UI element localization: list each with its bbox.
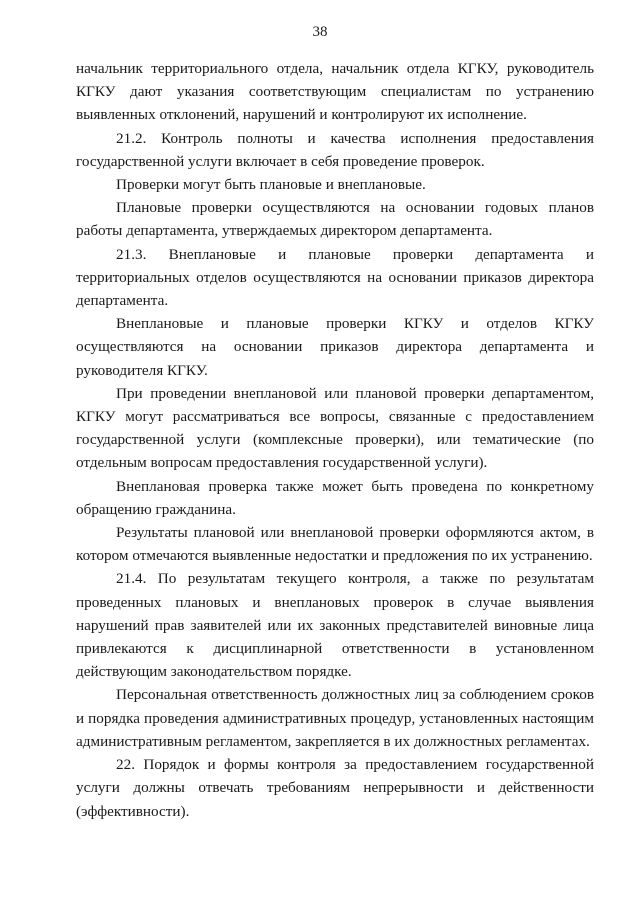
paragraph-22: 22. Порядок и формы контроля за предоставлением государственной услуги должны отвечать требованиям непрерывности и действенности (эффективности).: [76, 756, 594, 820]
paragraph-citizen-request: Внеплановая проверка также может быть проведена по конкретному обращению гражданина.: [76, 477, 594, 518]
page-number: 38: [312, 24, 328, 40]
paragraph-21-2: 21.2. Контроль полноты и качества исполнения предоставления государственной услуги включает в себя проведение проверок.: [76, 129, 594, 170]
paragraph-21-4: 21.4. По результатам текущего контроля, а также по результатам проведенных плановых и внеплановых проверок в случае выявления нарушений прав заявителей или их законных представителей виновные лица привлекаются к дисциплинарной ответственности в установленном действующим законодательством порядке.: [76, 570, 594, 681]
document-body: [76, 57, 594, 823]
paragraph-continuation: начальник территориального отдела, начальник отдела КГКУ, руководитель КГКУ дают указания соответствующим специалистам по устранению выявленных отклонений, нарушений и контролируют их исполнение.: [76, 60, 594, 124]
paragraph-inspection-scope: При проведении внеплановой или плановой проверки департаментом, КГКУ могут рассматриваться все вопросы, связанные с предоставлением государственной услуги (комплексные проверки), или тематические (по отдельным вопросам предоставления государственной услуги).: [76, 384, 594, 472]
paragraph-21-3: 21.3. Внеплановые и плановые проверки департамента и территориальных отделов осуществляются на основании приказов директора департамента.: [76, 245, 594, 310]
paragraph-personal-responsibility: Персональная ответственность должностных лиц за соблюдением сроков и порядка проведения административных процедур, установленных настоящим административным регламентом, закрепляется в их должностных регламентах.: [76, 686, 594, 750]
paragraph-inspection-results: Результаты плановой или внеплановой проверки оформляются актом, в котором отмечаются выявленные недостатки и предложения по их устранению.: [76, 524, 594, 565]
paragraph-kgku-inspections: Внеплановые и плановые проверки КГКУ и отделов КГКУ осуществляются на основании приказов директора департамента и руководителя КГКУ.: [76, 315, 594, 379]
paragraph-inspection-types: Проверки могут быть плановые и внеплановые.: [116, 176, 426, 194]
paragraph-planned-inspections: Плановые проверки осуществляются на основании годовых планов работы департамента, утверждаемых директором департамента.: [76, 199, 594, 240]
